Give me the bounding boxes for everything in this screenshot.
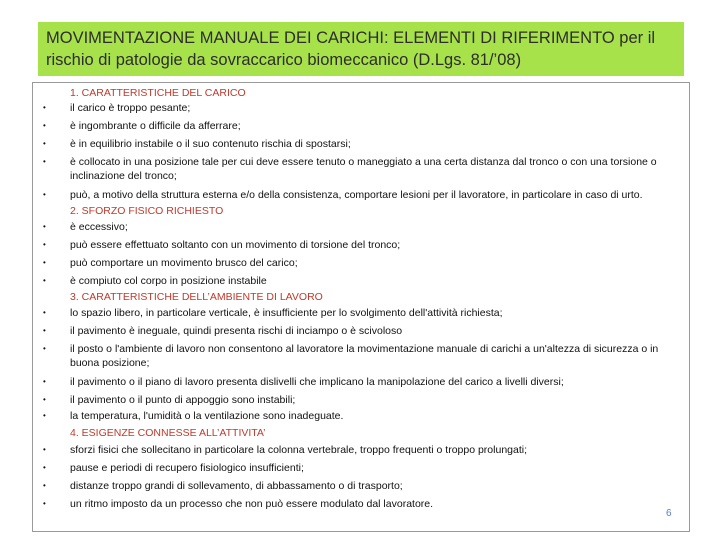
page-number: 6	[666, 508, 672, 519]
bullet-icon: •	[43, 481, 46, 490]
list-item: la temperatura, l'umidità o la ventilazione sono inadeguate.	[70, 410, 344, 422]
list-item: il pavimento o il punto di appoggio sono instabili;	[70, 394, 296, 406]
bullet-icon: •	[43, 190, 46, 199]
list-item: può comportare un movimento brusco del carico;	[70, 257, 298, 269]
bullet-icon: •	[43, 258, 46, 267]
bullet-icon: •	[43, 103, 46, 112]
bullet-icon: •	[43, 395, 46, 404]
bullet-icon: •	[43, 240, 46, 249]
bullet-icon: •	[43, 377, 46, 386]
bullet-icon: •	[43, 276, 46, 285]
bullet-icon: •	[43, 463, 46, 472]
list-item: è compiuto col corpo in posizione instabile	[70, 275, 267, 287]
bullet-icon: •	[43, 499, 46, 508]
list-item: pause e periodi di recupero fisiologico insufficienti;	[70, 462, 304, 474]
bullet-icon: •	[43, 157, 46, 166]
section-heading-4: 4. ESIGENZE CONNESSE ALL’ATTIVITA’	[70, 427, 266, 439]
bullet-icon: •	[43, 139, 46, 148]
list-item: è eccessivo;	[70, 221, 128, 233]
slide-title	[38, 22, 684, 76]
bullet-icon: •	[43, 222, 46, 231]
bullet-icon: •	[43, 308, 46, 317]
title-line-2: rischio di patologie da sovraccarico biomeccanico (D.Lgs. 81/’08)	[46, 51, 522, 69]
list-item: il carico è troppo pesante;	[70, 102, 191, 114]
list-item: il pavimento è ineguale, quindi presenta rischi di inciampo o è scivoloso	[70, 325, 403, 337]
list-item: lo spazio libero, in particolare verticale, è insufficiente per lo svolgimento dell'attività richiesta;	[70, 307, 503, 319]
list-item: sforzi fisici che sollecitano in particolare la colonna vertebrale, troppo frequenti o troppo prolungati;	[70, 444, 528, 456]
list-item: distanze troppo grandi di sollevamento, di abbassamento o di trasporto;	[70, 480, 403, 492]
bullet-icon: •	[43, 344, 46, 353]
list-item: può essere effettuato soltanto con un movimento di torsione del tronco;	[70, 239, 401, 251]
title-line-1: MOVIMENTAZIONE MANUALE DEI CARICHI: ELEMENTI DI RIFERIMENTO per il	[46, 29, 656, 47]
list-item: è ingombrante o difficile da afferrare;	[70, 120, 241, 132]
bullet-icon: •	[43, 121, 46, 130]
list-item: il pavimento o il piano di lavoro presenta dislivelli che implicano la manipolazione del carico a livelli diversi;	[70, 376, 564, 388]
bullet-icon: •	[43, 411, 46, 420]
bullet-icon: •	[43, 326, 46, 335]
list-item: un ritmo imposto da un processo che non può essere modulato dal lavoratore.	[70, 498, 434, 510]
section-heading-3: 3. CARATTERISTICHE DELL’AMBIENTE DI LAVORO	[70, 291, 323, 303]
section-heading-2: 2. SFORZO FISICO RICHIESTO	[70, 205, 224, 217]
bullet-icon: •	[43, 445, 46, 454]
section-heading-1: 1. CARATTERISTICHE DEL CARICO	[70, 87, 246, 99]
list-item: può, a motivo della struttura esterna e/o della consistenza, comportare lesioni per il lavoratore, in particolare in caso di urto.	[70, 189, 643, 201]
list-item: è collocato in una posizione tale per cui deve essere tenuto o maneggiato a una certa distanza dal tronco o con una torsione o inclinazione del tronco;	[70, 156, 657, 182]
list-item: è in equilibrio instabile o il suo contenuto rischia di spostarsi;	[70, 138, 351, 150]
list-item: il posto o l'ambiente di lavoro non consentono al lavoratore la movimentazione manuale di carichi a un'altezza di sicurezza o in buona posizione;	[70, 343, 659, 369]
